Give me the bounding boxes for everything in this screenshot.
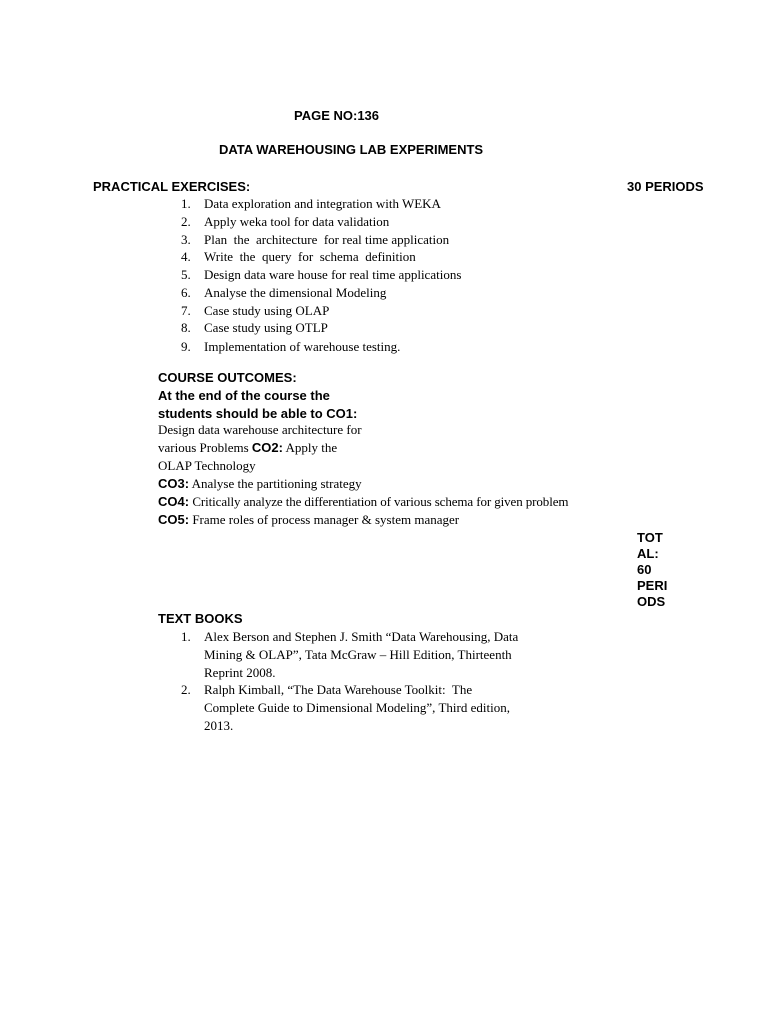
list-item-number: 3. (181, 232, 191, 247)
list-item-text: Implementation of warehouse testing. (204, 339, 401, 354)
co1-text-line1: Design data warehouse architecture for (158, 422, 362, 437)
co3-label: CO3: (158, 476, 190, 491)
co1-text-line2: various Problems (158, 440, 249, 455)
outcomes-intro-line1: At the end of the course the (158, 388, 330, 403)
document-title: DATA WAREHOUSING LAB EXPERIMENTS (219, 142, 484, 157)
co4-text: Critically analyze the differentiation of various schema for given problem (192, 494, 569, 509)
textbook-line: Reprint 2008. (204, 665, 276, 680)
total-line: 60 (637, 562, 652, 577)
page-number: PAGE NO:136 (294, 108, 380, 123)
co5-label: CO5: (158, 512, 190, 527)
co4-line (158, 494, 568, 510)
list-item-text: Design data ware house for real time applications (204, 267, 462, 282)
co2-text-continued: OLAP Technology (158, 458, 256, 473)
textbook-line: Ralph Kimball, “The Data Warehouse Toolkit: The (204, 682, 473, 697)
outcomes-intro-line2: students should be able to CO1: (158, 406, 358, 421)
co5-text: Frame roles of process manager & system manager (192, 512, 460, 527)
co1-co2-line (158, 440, 337, 456)
list-item-text: Write the query for schema definition (204, 249, 416, 264)
total-line: ODS (637, 594, 666, 609)
list-item-text: Case study using OLAP (204, 303, 330, 318)
textbook-line: Alex Berson and Stephen J. Smith “Data Warehousing, Data (204, 629, 519, 644)
total-line: PERI (637, 578, 668, 593)
co5-line (158, 512, 459, 528)
list-item-number: 8. (181, 320, 191, 335)
list-item-text: Plan the architecture for real time application (204, 232, 450, 247)
co4-label: CO4: (158, 494, 190, 509)
list-item-text: Case study using OTLP (204, 320, 328, 335)
list-item-text: Apply weka tool for data validation (204, 214, 390, 229)
textbook-line: 2013. (204, 718, 234, 733)
list-item-number: 6. (181, 285, 191, 300)
textbook-line: Complete Guide to Dimensional Modeling”, Third edition, (204, 700, 510, 715)
list-item-text: Data exploration and integration with WEKA (204, 196, 441, 211)
list-item-number: 1. (181, 629, 191, 644)
practical-heading: PRACTICAL EXERCISES: (93, 179, 251, 194)
list-item-number: 5. (181, 267, 191, 282)
list-item-number: 2. (181, 682, 191, 697)
list-item-number: 7. (181, 303, 191, 318)
textbooks-heading: TEXT BOOKS (158, 611, 243, 626)
total-line: TOT (637, 530, 663, 545)
outcomes-heading: COURSE OUTCOMES: (158, 370, 297, 385)
co2-text: Apply the (285, 440, 338, 455)
list-item-number: 4. (181, 249, 191, 264)
list-item-number: 1. (181, 196, 191, 211)
co2-label: CO2: (251, 440, 283, 455)
practical-periods: 30 PERIODS (627, 179, 704, 194)
total-periods (637, 530, 667, 610)
co3-text: Analyse the partitioning strategy (191, 476, 362, 491)
co3-line (158, 476, 362, 492)
textbook-line: Mining & OLAP”, Tata McGraw – Hill Edition, Thirteenth (204, 647, 512, 662)
list-item-number: 2. (181, 214, 191, 229)
list-item-text: Analyse the dimensional Modeling (204, 285, 387, 300)
list-item-number: 9. (181, 339, 191, 354)
total-line: AL: (637, 546, 659, 561)
